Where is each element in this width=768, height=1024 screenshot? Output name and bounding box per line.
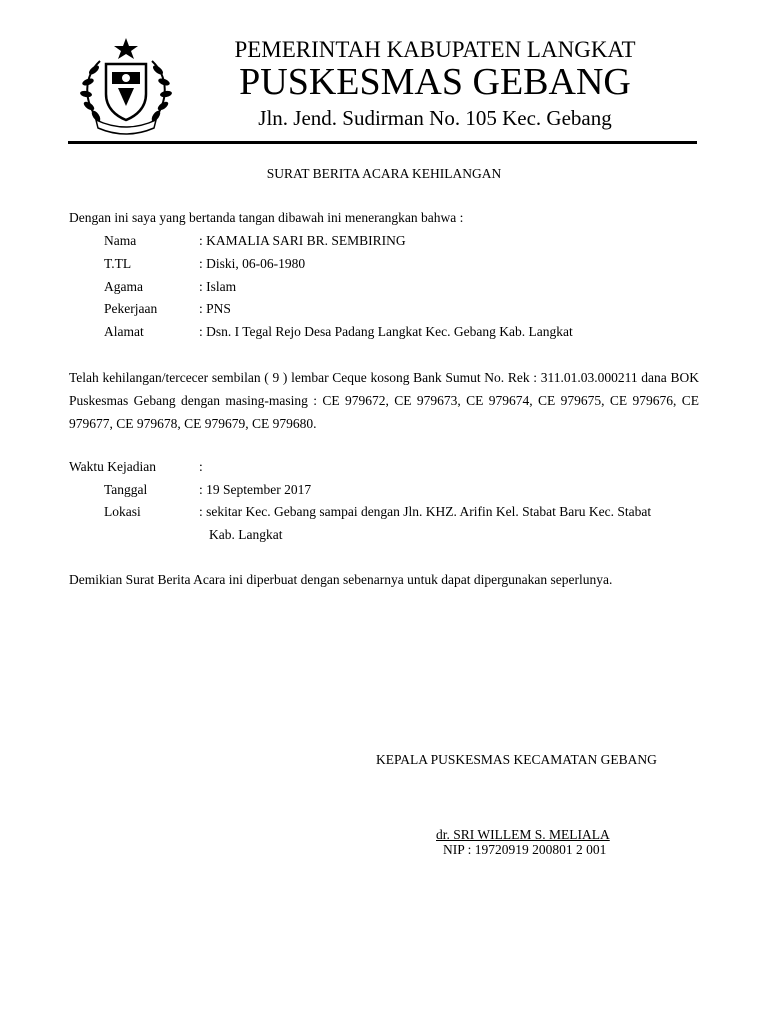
- incident-colon: :: [199, 459, 203, 474]
- incident-location-value-cont: Kab. Langkat: [209, 527, 283, 542]
- header-government: PEMERINTAH KABUPATEN LANGKAT: [234, 37, 636, 62]
- document-title: SURAT BERITA ACARA KEHILANGAN: [266, 166, 502, 181]
- identity-label-pekerjaan: Pekerjaan: [104, 301, 158, 316]
- header-institution: PUSKESMAS GEBANG: [239, 61, 631, 103]
- signature-name: dr. SRI WILLEM S. MELIALA: [436, 827, 610, 842]
- signature-position: KEPALA PUSKESMAS KECAMATAN GEBANG: [376, 752, 657, 767]
- identity-label-ttl: T.TL: [104, 256, 132, 271]
- identity-value-agama: : Islam: [199, 279, 237, 294]
- incident-location-value: : sekitar Kec. Gebang sampai dengan Jln. KHZ. Arifin Kel. Stabat Baru Kec. Stabat: [199, 504, 652, 519]
- identity-label-agama: Agama: [104, 279, 143, 294]
- identity-value-nama: : KAMALIA SARI BR. SEMBIRING: [199, 233, 406, 248]
- letterhead-divider: [68, 141, 697, 144]
- identity-value-ttl: : Diski, 06-06-1980: [199, 256, 306, 271]
- kabupaten-langkat-emblem-icon: [70, 36, 182, 136]
- identity-label-alamat: Alamat: [104, 324, 144, 339]
- loss-statement-paragraph: Telah kehilangan/tercecer sembilan ( 9 ) lembar Ceque kosong Bank Sumut No. Rek : 311.01.03.000211 dana BOK Puskesmas Gebang dengan masing-masing : CE 979672, CE 979673, CE 979674, CE 979675, CE 979676, CE 979677, CE 979678, CE 979679, CE 979680.: [69, 370, 699, 431]
- intro-text: Dengan ini saya yang bertanda tangan dibawah ini menerangkan bahwa :: [69, 210, 464, 225]
- closing-text: Demikian Surat Berita Acara ini diperbuat dengan sebenarnya untuk dapat dipergunakan seperlunya.: [69, 572, 613, 587]
- signature-nip: NIP : 19720919 200801 2 001: [443, 842, 607, 857]
- identity-label-nama: Nama: [104, 233, 137, 248]
- header-address: Jln. Jend. Sudirman No. 105 Kec. Gebang: [258, 106, 612, 130]
- incident-label: Waktu Kejadian: [69, 459, 157, 474]
- incident-location-label: Lokasi: [104, 504, 141, 519]
- identity-value-alamat: : Dsn. I Tegal Rejo Desa Padang Langkat Kec. Gebang Kab. Langkat: [199, 324, 573, 339]
- identity-value-pekerjaan: : PNS: [199, 301, 231, 316]
- incident-date-label: Tanggal: [104, 482, 148, 497]
- incident-date-value: : 19 September 2017: [199, 482, 312, 497]
